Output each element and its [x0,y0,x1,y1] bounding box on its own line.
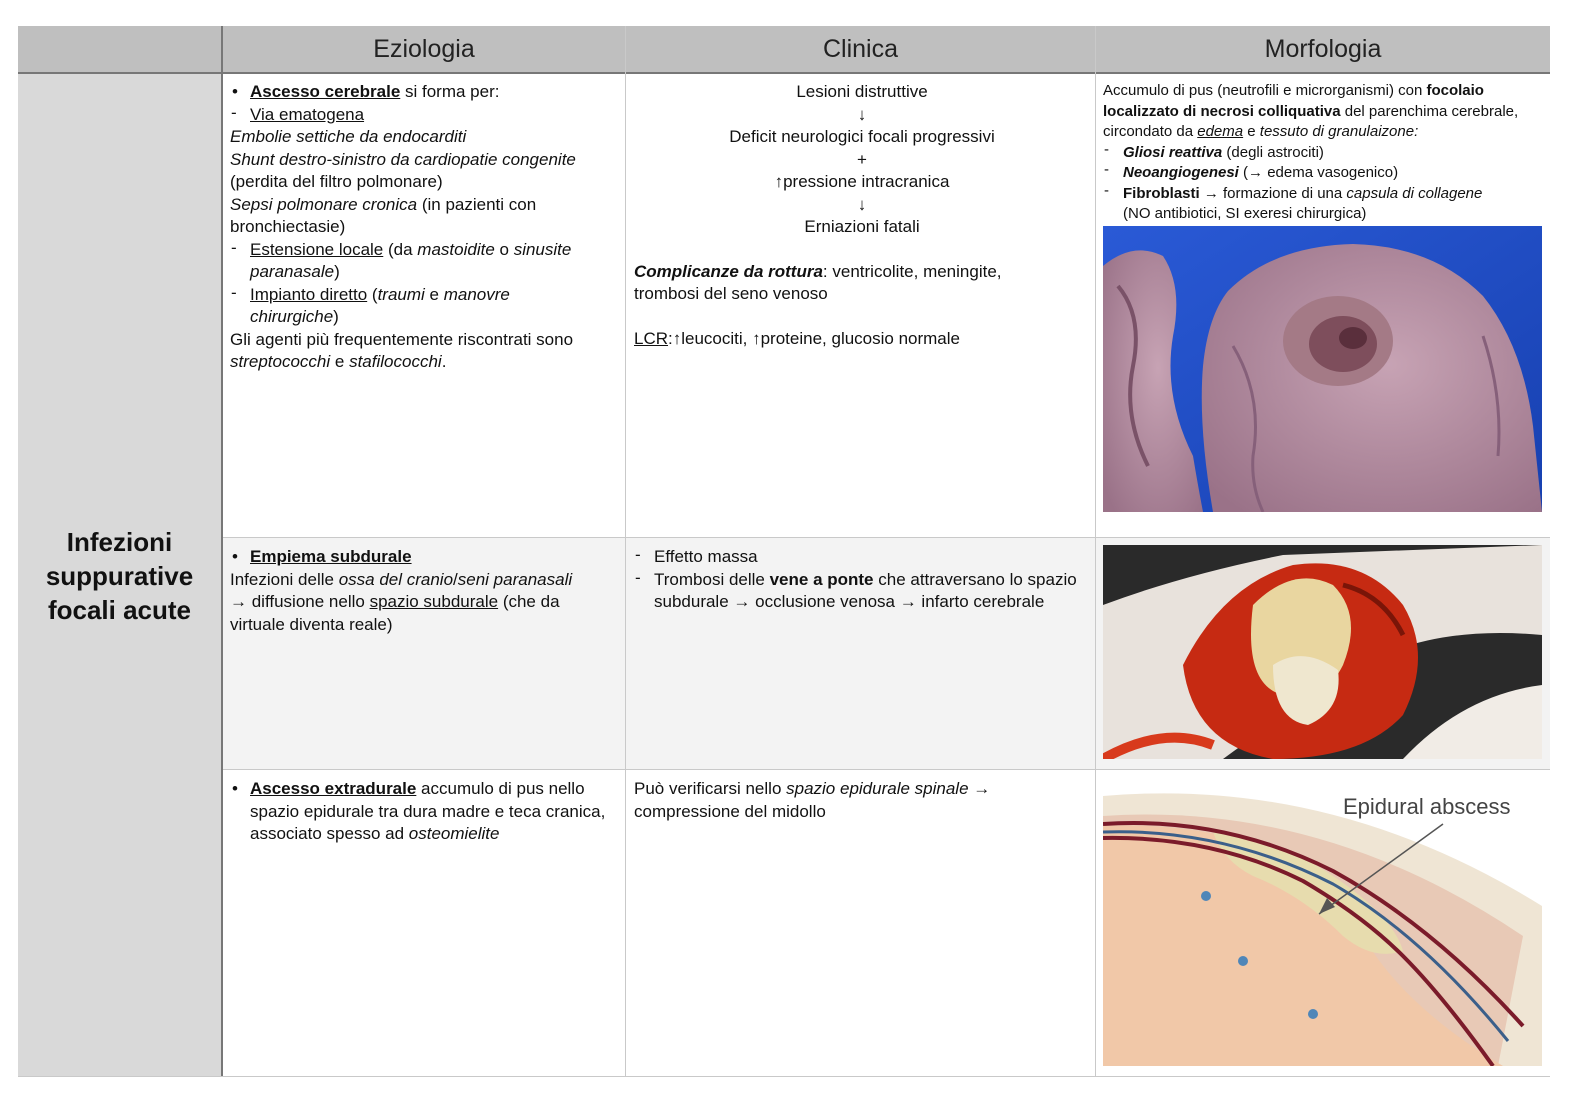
empiema-subdurale-title: Empiema subdurale [250,547,412,566]
epidural-abscess-illustration [1103,776,1542,1066]
header-morfologia: Morfologia [1096,26,1550,72]
row-divider [223,537,1550,538]
header-blank [18,26,221,72]
header-eziologia: Eziologia [223,26,625,72]
ascesso-cerebrale-title: Ascesso cerebrale [250,82,401,101]
column-divider [1095,26,1096,1077]
down-arrow-icon: ↓ [857,104,867,124]
row-label-infezioni: Infezioni suppurative focali acute [18,74,221,1077]
table-bottom-border [18,1076,1550,1077]
label-column-divider [221,26,223,1077]
down-arrow-icon: ↓ [857,194,867,214]
row1-eziologia-cell: • Ascesso cerebrale si forma per: - Via ematogena Embolie settiche da endocarditi Shunt destro-sinistro da cardiopatie congenite (perdita del filtro polmonare) Sepsi polmonare cronica (in pazienti con bronchiectasie) - Estensione locale (da mastoidite o sinusite paranasale) - Impianto diretto (traumi e manovre chirurgiche) Gli agenti più frequentemente riscontrati sono streptococchi e stafilococchi. [230,82,576,371]
epidural-abscess-caption: Epidural abscess [1343,794,1511,819]
brain-abscess-photo [1103,226,1542,512]
row2-eziologia-cell: • Empiema subdurale Infezioni delle ossa del cranio/seni paranasali → diffusione nello spazio subdurale (che da virtuale diventa reale) [230,547,573,634]
header-clinica: Clinica [626,26,1095,72]
subdural-empyema-photo [1103,545,1542,759]
row1-morfologia-cell: Accumulo di pus (neutrofili e microrganismi) con focolaio localizzato di necrosi colliquativa del parenchima cerebrale, circondato da edema e tessuto di granulaizone: - Gliosi reattiva (degli astrociti) - Neoangiogenesi (→ edema vasogenico) - Fibroblasti → formazione di una capsula di collagene (NO antibiotici, SI exeresi chirurgica) [1103,82,1519,222]
ascesso-extradurale-title: Ascesso extradurale [250,779,417,798]
column-divider [625,26,626,1077]
pathology-table [18,26,1550,1077]
row-divider [223,769,1550,770]
row3-eziologia-cell: • Ascesso extradurale accumulo di pus nello spazio epidurale tra dura madre e teca cranica, associato spesso ad osteomielite [232,779,606,843]
header-divider [18,72,1550,74]
row3-clinica-cell: Può verificarsi nello spazio epidurale spinale → compressione del midollo [634,779,991,821]
row1-clinica-cell: Lesioni distruttive ↓ Deficit neurologici focali progressivi + ↑pressione intracranica ↓ Erniazioni fatali Complicanze da rottura: ventricolite, meningite, trombosi del seno venoso LCR:↑leucociti, ↑proteine, glucosio normale [634,81,1090,350]
row2-clinica-cell: - Effetto massa - Trombosi delle vene a ponte che attraversano lo spazio subdurale → occlusione venosa → infarto cerebrale [635,545,1077,611]
